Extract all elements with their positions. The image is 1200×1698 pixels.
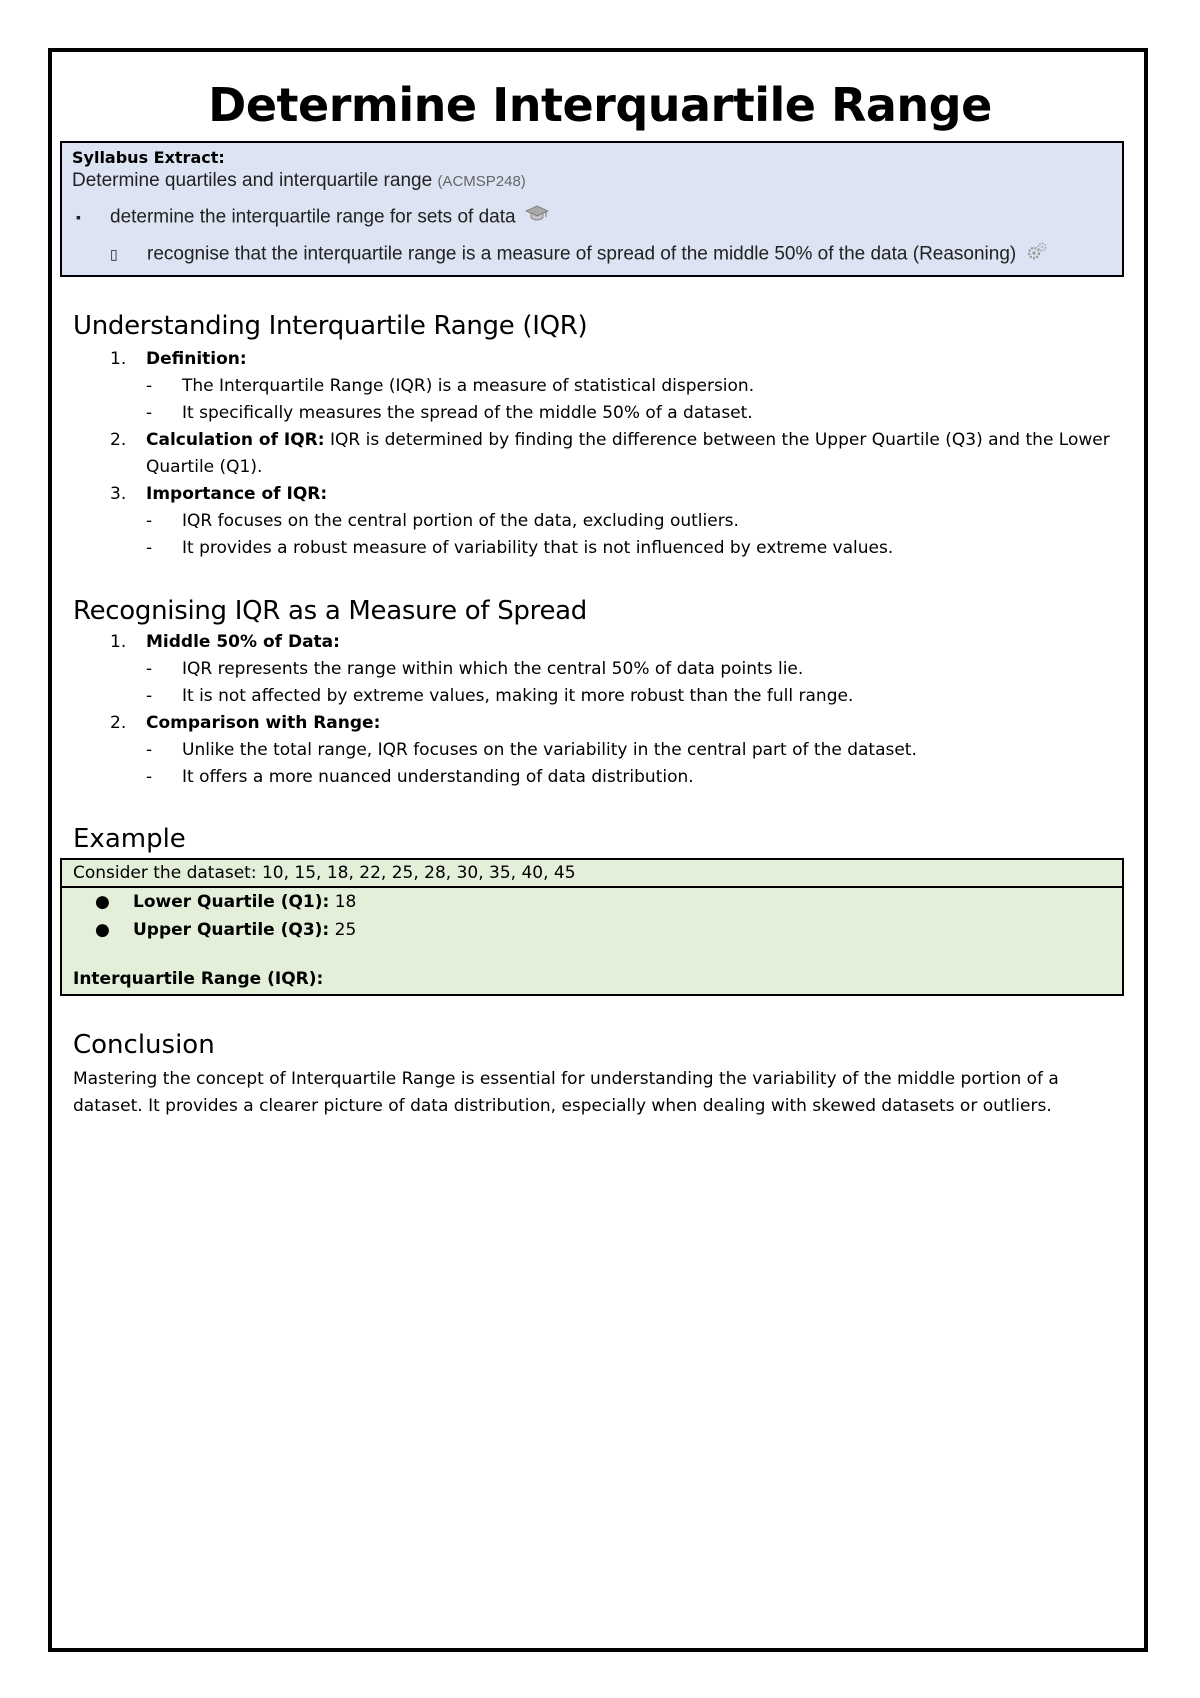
dash-bullet: -	[146, 740, 153, 760]
item-label: Comparison with Range:	[146, 713, 381, 733]
example-heading: Example	[73, 824, 186, 854]
example-dataset: Consider the dataset: 10, 15, 18, 22, 25, 28, 30, 35, 40, 45	[62, 860, 1122, 888]
syllabus-subpoint-text: recognise that the interquartile range is a measure of spread of the middle 50% of the data (Reasoning)	[147, 243, 1017, 265]
sub-item-text: IQR focuses on the central portion of the data, excluding outliers.	[182, 511, 739, 531]
bullet-label: Upper Quartile (Q3):	[133, 920, 330, 940]
list-item	[73, 481, 1123, 508]
gears-icon	[1026, 242, 1048, 267]
item-number: 1.	[110, 632, 127, 652]
example-iqr-label: Interquartile Range (IQR):	[73, 969, 324, 989]
sub-item-text: The Interquartile Range (IQR) is a measure of statistical dispersion.	[182, 376, 755, 396]
graduation-cap-icon	[525, 205, 549, 230]
syllabus-outcome	[72, 169, 1112, 194]
dash-bullet: -	[146, 767, 153, 787]
item-text: IQR is determined by finding the difference between the Upper Quartile (Q3) and the Lower Quartile (Q1).	[146, 430, 1110, 477]
bullet-label: Lower Quartile (Q1):	[133, 892, 330, 912]
sub-item	[73, 400, 1123, 427]
list-item	[73, 629, 1123, 656]
syllabus-extract-box	[60, 141, 1124, 277]
syllabus-point	[72, 205, 1112, 230]
understanding-section	[73, 310, 1123, 562]
conclusion-heading: Conclusion	[73, 1030, 215, 1060]
dash-bullet: -	[146, 686, 153, 706]
item-label: Middle 50% of Data:	[146, 632, 340, 652]
square-bullet-icon: ▪	[76, 209, 81, 225]
sub-item-text: Unlike the total range, IQR focuses on the variability in the central part of the dataset.	[182, 740, 917, 760]
sub-item-text: It provides a robust measure of variability that is not influenced by extreme values.	[182, 538, 894, 558]
item-number: 2.	[110, 713, 127, 733]
syllabus-outcome-text: Determine quartiles and interquartile range	[72, 170, 433, 191]
sub-item	[73, 535, 1123, 562]
sub-item	[73, 656, 1123, 683]
dash-bullet: -	[146, 376, 153, 396]
item-label: Calculation of IQR:	[146, 430, 325, 450]
bullet-dot-icon: ●	[95, 920, 110, 940]
list-item	[73, 427, 1123, 481]
list-item	[73, 710, 1123, 737]
syllabus-code: (ACMSP248)	[437, 173, 526, 190]
recognising-heading: Recognising IQR as a Measure of Spread	[73, 596, 587, 626]
dash-bullet: -	[146, 403, 153, 423]
sub-item	[73, 737, 1123, 764]
item-label: Definition:	[146, 349, 247, 369]
conclusion-text: Mastering the concept of Interquartile Range is essential for understanding the variability of the middle portion of a dataset. It provides a clearer picture of data distribution, especially when dealing with skewed datasets or outliers.	[73, 1069, 1059, 1116]
sub-item-text: IQR represents the range within which the central 50% of data points lie.	[182, 659, 804, 679]
dash-bullet: -	[146, 659, 153, 679]
understanding-list	[73, 346, 1123, 562]
example-box	[60, 858, 1124, 996]
bullet-dot-icon: ●	[95, 892, 110, 912]
recognising-section	[73, 595, 1123, 791]
recognising-list	[73, 629, 1123, 791]
hollow-square-bullet-icon: ▯	[110, 246, 118, 262]
dash-bullet: -	[146, 538, 153, 558]
list-item	[73, 346, 1123, 373]
list-item	[62, 888, 1122, 916]
sub-item-text: It offers a more nuanced understanding of data distribution.	[182, 767, 694, 787]
syllabus-point-text: determine the interquartile range for sets of data	[110, 206, 516, 228]
understanding-heading: Understanding Interquartile Range (IQR)	[73, 311, 588, 341]
dash-bullet: -	[146, 511, 153, 531]
bullet-value: 18	[334, 892, 357, 912]
page-title: Determine Interquartile Range	[208, 78, 992, 132]
syllabus-subpoint	[72, 242, 1112, 267]
item-number: 2.	[110, 430, 127, 450]
sub-item	[73, 764, 1123, 791]
sub-item	[73, 373, 1123, 400]
list-item	[62, 916, 1122, 944]
sub-item-text: It is not affected by extreme values, making it more robust than the full range.	[182, 686, 854, 706]
item-number: 1.	[110, 349, 127, 369]
syllabus-heading: Syllabus Extract:	[72, 148, 225, 167]
sub-item	[73, 508, 1123, 535]
bullet-value: 25	[334, 920, 357, 940]
page-border	[48, 48, 1148, 1652]
sub-item-text: It specifically measures the spread of the middle 50% of a dataset.	[182, 403, 753, 423]
item-label: Importance of IQR:	[146, 484, 328, 504]
item-number: 3.	[110, 484, 127, 504]
sub-item	[73, 683, 1123, 710]
